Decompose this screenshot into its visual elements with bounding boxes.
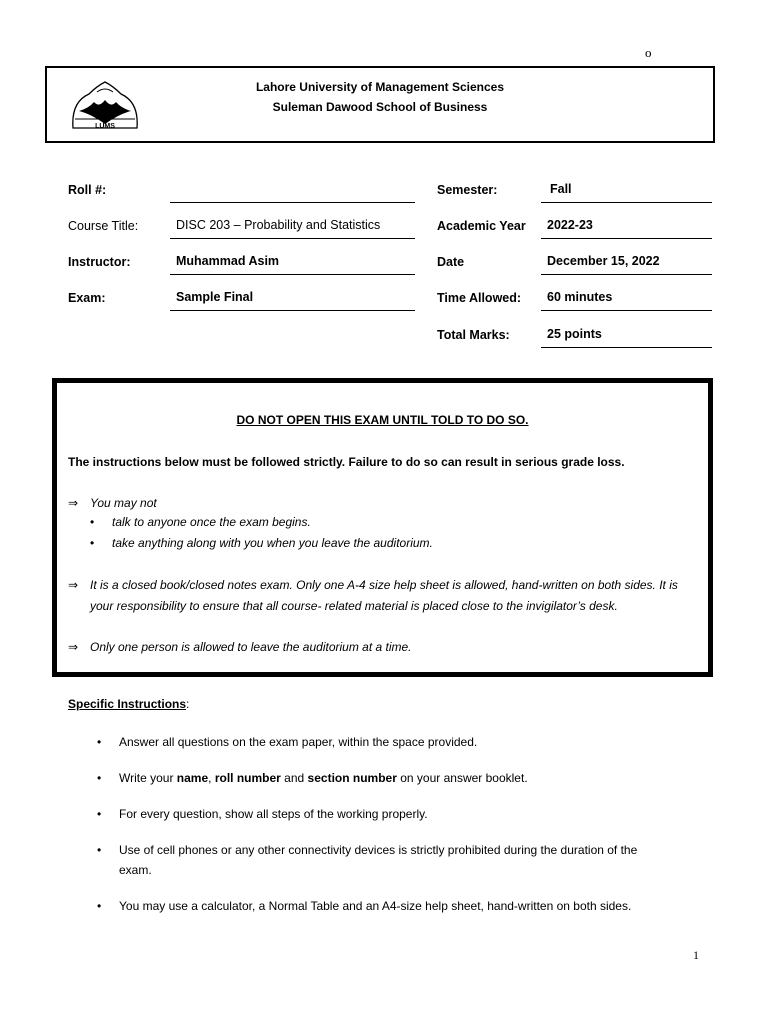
bullet-icon: •	[97, 843, 102, 857]
specific-instructions-title: Specific Instructions	[68, 697, 187, 711]
semester-value: Fall	[541, 182, 712, 203]
specific-instructions-heading: Specific Instructions:	[68, 697, 190, 711]
instruction-item-3	[68, 637, 708, 658]
academic-year-value: 2022-23	[541, 218, 712, 239]
total-marks-label: Total Marks:	[437, 328, 510, 342]
specific-item-2-text: Write your name, roll number and section number on your answer booklet.	[119, 771, 528, 785]
corner-mark: o	[645, 45, 652, 60]
time-allowed-value: 60 minutes	[541, 290, 712, 311]
specific-item-4-text: Use of cell phones or any other connectivity devices is strictly prohibited during the duration of the exam.	[119, 843, 638, 877]
course-title-label: Course Title:	[68, 219, 139, 233]
specific-item-1-text: Answer all questions on the exam paper, within the space provided.	[119, 735, 478, 749]
arrow-icon: ⇒	[68, 496, 79, 510]
instruction-sub-bullet-1-text: talk to anyone once the exam begins.	[112, 515, 311, 529]
bullet-icon: •	[90, 536, 95, 550]
exam-label: Exam:	[68, 291, 106, 305]
specific-item-3-text: For every question, show all steps of the working properly.	[119, 807, 428, 821]
roll-number-emphasis: roll number	[214, 771, 281, 785]
instruction-item-1	[68, 493, 708, 514]
bullet-icon: •	[97, 735, 102, 749]
specific-item-5-text: You may use a calculator, a Normal Table and an A4-size help sheet, hand-written on both sides.	[119, 899, 632, 913]
page-number: 1	[693, 948, 699, 962]
time-allowed-label: Time Allowed:	[437, 291, 522, 305]
instruction-item-2-text: It is a closed book/closed notes exam. Only one A-4 size help sheet is allowed, hand-written on both sides. It is your responsibility to ensure that all course- related material is placed close to the invigilator’s desk.	[90, 578, 678, 613]
instruction-sub-bullet-2-text: take anything along with you when you leave the auditorium.	[112, 536, 433, 550]
specific-item-4	[97, 840, 667, 880]
instructions-box	[52, 378, 713, 677]
instructions-title: DO NOT OPEN THIS EXAM UNTIL TOLD TO DO SO.	[236, 413, 529, 427]
bullet-icon: •	[90, 515, 95, 529]
instructor-value: Muhammad Asim	[170, 254, 415, 275]
university-name: Lahore University of Management Sciences	[255, 80, 505, 94]
bullet-icon: •	[97, 771, 102, 785]
bullet-icon: •	[97, 899, 102, 913]
roll-label: Roll #:	[68, 183, 107, 197]
school-name: Suleman Dawood School of Business	[272, 100, 488, 114]
roll-value	[170, 182, 415, 203]
instructor-label: Instructor:	[68, 255, 131, 269]
logo-text: LUMS	[95, 123, 115, 130]
instruction-item-3-text: Only one person is allowed to leave the auditorium at a time.	[90, 640, 412, 654]
name-emphasis: name	[176, 771, 209, 785]
header-box	[45, 66, 715, 143]
instruction-item-1-text: You may not	[90, 496, 157, 510]
arrow-icon: ⇒	[68, 640, 79, 654]
exam-value: Sample Final	[170, 290, 415, 311]
bullet-icon: •	[97, 807, 102, 821]
instruction-item-2	[68, 575, 708, 619]
course-title-value: DISC 203 – Probability and Statistics	[170, 218, 415, 239]
instructions-lead: The instructions below must be followed strictly. Failure to do so can result in serious grade loss.	[68, 455, 625, 469]
semester-label: Semester:	[437, 183, 498, 197]
academic-year-label: Academic Year	[437, 219, 526, 233]
arrow-icon: ⇒	[68, 578, 79, 592]
total-marks-value: 25 points	[541, 327, 712, 348]
date-label: Date	[437, 255, 465, 269]
date-value: December 15, 2022	[541, 254, 712, 275]
section-number-emphasis: section number	[307, 771, 397, 785]
